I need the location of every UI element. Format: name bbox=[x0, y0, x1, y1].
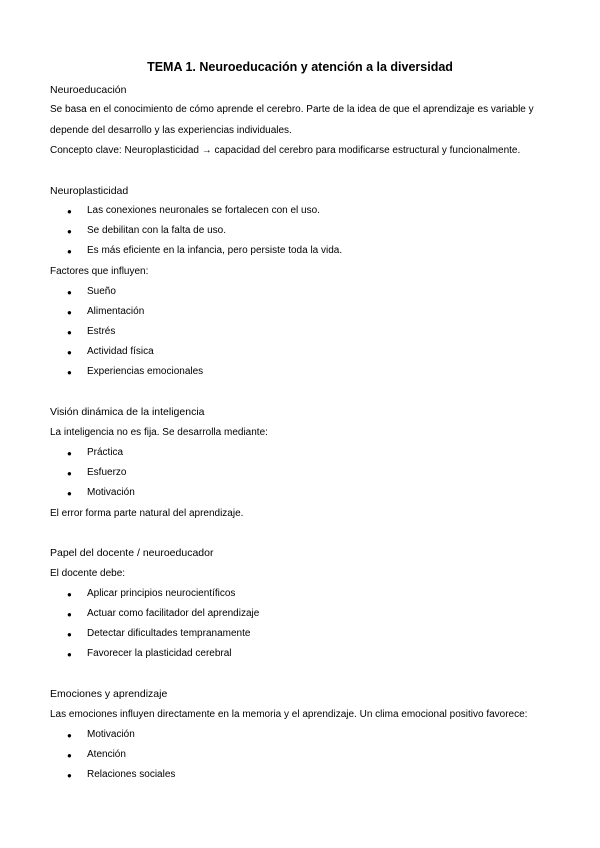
bullet-icon: ● bbox=[67, 207, 72, 216]
bullet-icon: ● bbox=[67, 449, 72, 458]
bullet-icon: ● bbox=[67, 469, 72, 478]
list-item: Aplicar principios neurocientíficos bbox=[87, 588, 236, 599]
section-heading-docente: Papel del docente / neuroeducador bbox=[50, 547, 214, 559]
bullet-icon: ● bbox=[67, 771, 72, 780]
bullet-icon: ● bbox=[67, 489, 72, 498]
list-item: Práctica bbox=[87, 447, 124, 458]
list-item: Se debilitan con la falta de uso. bbox=[87, 225, 226, 236]
list-item: Alimentación bbox=[87, 306, 145, 317]
bullet-icon: ● bbox=[67, 630, 72, 639]
intro-line: La inteligencia no es fija. Se desarrolla mediante: bbox=[50, 427, 268, 438]
page-title: TEMA 1. Neuroeducación y atención a la diversidad bbox=[147, 60, 453, 74]
bullet-icon: ● bbox=[67, 308, 72, 317]
bullet-icon: ● bbox=[67, 328, 72, 337]
section-heading-neuroplasticidad: Neuroplasticidad bbox=[50, 185, 129, 197]
list-item: Atención bbox=[87, 749, 126, 760]
bullet-icon: ● bbox=[67, 650, 72, 659]
paragraph-line: depende del desarrollo y las experiencias individuales. bbox=[50, 125, 292, 136]
list-item: Es más eficiente en la infancia, pero persiste toda la vida. bbox=[87, 245, 343, 256]
bullet-icon: ● bbox=[67, 751, 72, 760]
bullet-icon: ● bbox=[67, 590, 72, 599]
list-item: Las conexiones neuronales se fortalecen con el uso. bbox=[87, 205, 320, 216]
bullet-icon: ● bbox=[67, 731, 72, 740]
intro-line: Las emociones influyen directamente en la memoria y el aprendizaje. Un clima emocional positivo favorece: bbox=[50, 709, 528, 720]
list-item: Estrés bbox=[87, 326, 116, 337]
list-item: Actividad física bbox=[87, 346, 154, 357]
list-item: Actuar como facilitador del aprendizaje bbox=[87, 608, 260, 619]
list-item: Esfuerzo bbox=[87, 467, 127, 478]
bullet-icon: ● bbox=[67, 247, 72, 256]
section-heading-neuroeducacion: Neuroeducación bbox=[50, 84, 127, 96]
factors-label: Factores que influyen: bbox=[50, 266, 149, 277]
bullet-icon: ● bbox=[67, 227, 72, 236]
list-item: Motivación bbox=[87, 487, 135, 498]
section-heading-emociones: Emociones y aprendizaje bbox=[50, 688, 168, 700]
list-item: Experiencias emocionales bbox=[87, 366, 204, 377]
bullet-icon: ● bbox=[67, 348, 72, 357]
closing-line: El error forma parte natural del aprendizaje. bbox=[50, 508, 244, 519]
intro-line: El docente debe: bbox=[50, 568, 126, 579]
list-item: Detectar dificultades tempranamente bbox=[87, 628, 251, 639]
bullet-icon: ● bbox=[67, 610, 72, 619]
bullet-icon: ● bbox=[67, 288, 72, 297]
bullet-icon: ● bbox=[67, 368, 72, 377]
section-heading-inteligencia: Visión dinámica de la inteligencia bbox=[50, 406, 205, 418]
list-item: Relaciones sociales bbox=[87, 769, 176, 780]
list-item: Sueño bbox=[87, 286, 116, 297]
list-item: Motivación bbox=[87, 729, 135, 740]
concept-line: Concepto clave: Neuroplasticidad → capacidad del cerebro para modificarse estructural y funcionalmente. bbox=[50, 145, 521, 156]
paragraph-line: Se basa en el conocimiento de cómo aprende el cerebro. Parte de la idea de que el aprendizaje es variable y bbox=[50, 104, 534, 115]
list-item: Favorecer la plasticidad cerebral bbox=[87, 648, 232, 659]
